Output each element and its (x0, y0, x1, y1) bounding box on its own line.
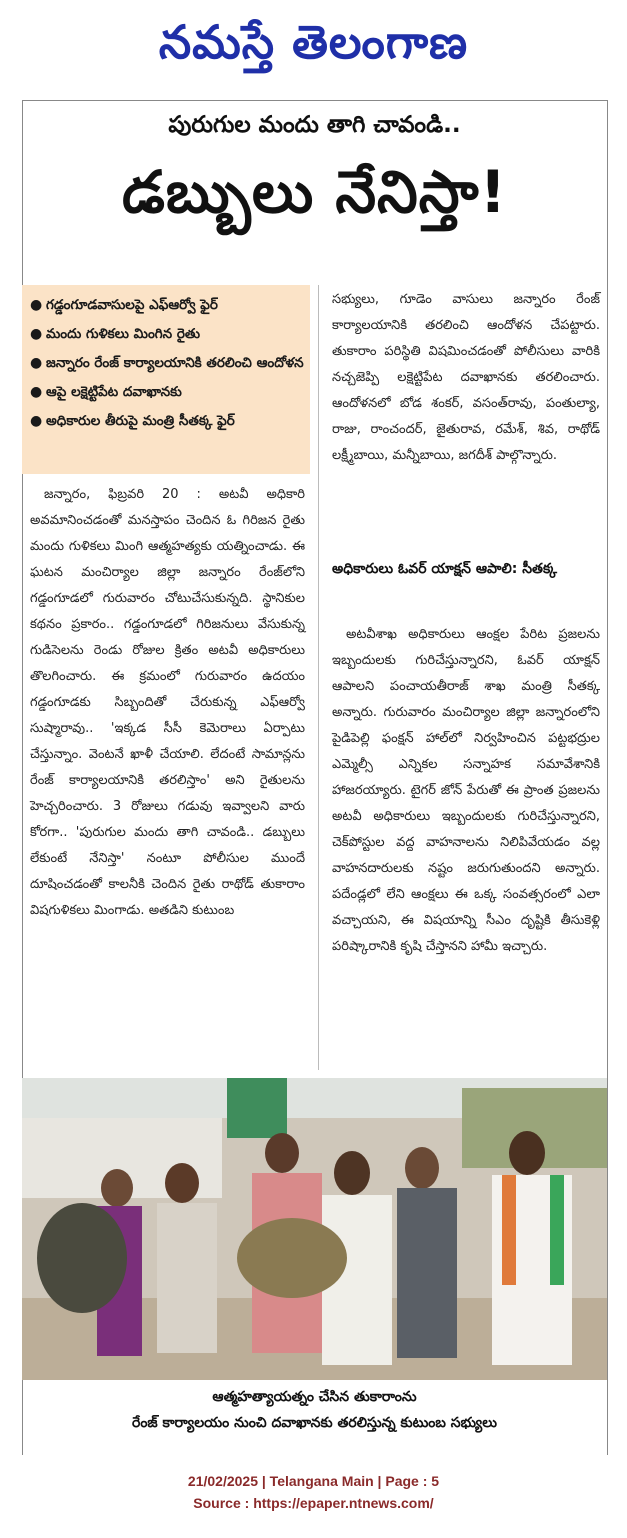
article-body-left (30, 482, 305, 924)
article-body-right-top (332, 287, 600, 469)
page-footer (0, 1470, 627, 1514)
bullet-icon: ● (30, 297, 43, 313)
bullet-icon: ● (30, 384, 43, 400)
body-paragraph: అటవీశాఖ అధికారులు ఆంక్షల పేరిట ప్రజలను ఇబ్బందులకు గురిచేస్తున్నారని, ఓవర్ యాక్షన్ ఆపాలని పంచాయతీరాజ్ శాఖ మంత్రి సీతక్క అన్నారు. గురువారం మంచిర్యాల జిల్లా జన్నారంలోని పైడిపెల్లి ఫంక్షన్ హాల్‌లో నిర్వహించిన పట్టభద్రుల ఎమ్మెల్సీ ఎన్నికల సన్నాహక సమావేశానికి హాజరయ్యారు. టైగర్ జోన్ పేరుతో ఈ ప్రాంత ప్రజలను అటవీ అధికారులు ఇబ్బందులకు గురిచేస్తున్నారని, చెక్‌పోస్టుల వద్ద వాహనాలను నిలిపివేయడం వల్ల వాహనదారులకు నష్టం జరుగుతుందని అన్నారు. పదేండ్లలో లేని ఆంక్షలు ఈ ఒక్క సంవత్సరంలో ఎలా వచ్చాయని, ఈ విషయాన్ని సీఎం దృష్టికి తీసుకెళ్లి పరిష్కారానికి కృషి చేస్తానని హామీ ఇచ్చారు. (332, 627, 600, 954)
caption-line: రేంజ్ కార్యాలయం నుంచి దవాఖానకు తరలిస్తున్న కుటుంబ సభ్యులు (132, 1415, 497, 1431)
highlight-item: ● జన్నారం రేంజ్ కార్యాలయానికి తరలించి ఆందోళన (30, 349, 304, 378)
news-photo (22, 1078, 607, 1380)
newspaper-logo: నమస్తే తెలంగాణ (158, 14, 469, 69)
highlights-box (22, 285, 310, 474)
caption-line: ఆత్మహత్యాయత్నం చేసిన తుకారాంను (212, 1389, 417, 1405)
bullet-icon: ● (30, 355, 43, 371)
body-paragraph: జన్నారం, ఫిబ్రవరి 20 : అటవీ అధికారి అవమానించడంతో మనస్తాపం చెందిన ఓ గిరిజన రైతు మందు గుళికలు మింగి ఆత్మహత్యకు యత్నించాడు. ఈ ఘటన మంచిర్యాల జిల్లా జన్నారం రేంజ్‌లోని గడ్డంగూడలో గురువారం చోటుచేసుకున్నది. స్థానికుల కథనం ప్రకారం.. గడ్డంగూడలో గిరిజనులు వేసుకున్న గుడిసెలను రెండు రోజుల క్రితం అటవీ అధికారులు తొలగించారు. ఈ క్రమంలో గురువారం ఉదయం గడ్డంగూడకు సిబ్బందితో చేరుకున్న ఎఫ్‌ఆర్వో సుష్మారావు.. 'ఇక్కడ సీసీ కెమెరాలు ఏర్పాటు చేస్తున్నాం. వెంటనే ఖాళీ చేయాలి. లేదంటే సామాన్లను రేంజ్ కార్యాలయానికి తరలిస్తాం' అని రైతులను హెచ్చరించారు. 3 రోజులు గడువు ఇవ్వాలని వారు కోరగా.. 'పురుగుల మందు తాగి చావండి.. డబ్బులు లేకుంటే నేనిస్తా' నంటూ పోలీసుల ముందే దూషించడంతో కాలనీకి చెందిన రైతు రాథోడ్ తుకారాం విషగుళికలు మింగాడు. అతడిని కుటుంబ (30, 487, 305, 918)
article-body-right-bottom (332, 622, 600, 960)
bullet-icon: ● (30, 413, 43, 429)
footer-date-line: 21/02/2025 | Telangana Main | Page : 5 (187, 1473, 440, 1489)
footer-source-link[interactable]: Source : https://epaper.ntnews.com/ (193, 1495, 434, 1511)
article-border-top (22, 100, 607, 101)
article-border-right (607, 100, 608, 1455)
column-divider (318, 285, 319, 1070)
bullet-icon: ● (30, 326, 43, 342)
article-subhead: అధికారులు ఓవర్ యాక్షన్ ఆపాలి: సీతక్క (332, 561, 558, 577)
article-kicker: పురుగుల మందు తాగి చావండి.. (168, 112, 461, 138)
highlight-item: ● మందు గుళికలు మింగిన రైతు (30, 320, 304, 349)
highlight-item: ● ఆపై లక్షెట్టిపేట దవాఖానకు (30, 378, 304, 407)
masthead (0, 0, 627, 95)
people-carrying-farmer-photo (22, 1078, 607, 1380)
highlight-item: ● గడ్డంగూడవాసులపై ఎఫ్‌ఆర్వో ఫైర్ (30, 291, 304, 320)
article-headline: డబ్బులు నేనిస్తా! (121, 158, 508, 226)
body-paragraph: సభ్యులు, గూడెం వాసులు జన్నారం రేంజ్ కార్యాలయానికి తరలించి ఆందోళన చేపట్టారు. తుకారాం పరిస్థితి విషమించడంతో పోలీసులు వారికి నచ్చజెప్పి లక్షెట్టిపేట దవాఖానకు తరలించారు. ఆందోళనలో బోడ శంకర్, వసంత్‌రావు, పంతుల్యా, రాజు, రాంచందర్, జైతురావ, రమేశ్, శివ, రాథోడ్ లక్ష్మీబాయి, మన్నీబాయి, జగదీశ్ పాల్గొన్నారు. (332, 292, 600, 463)
highlight-item: ● అధికారుల తీరుపై మంత్రి సీతక్క ఫైర్ (30, 407, 304, 436)
photo-caption (22, 1384, 607, 1436)
